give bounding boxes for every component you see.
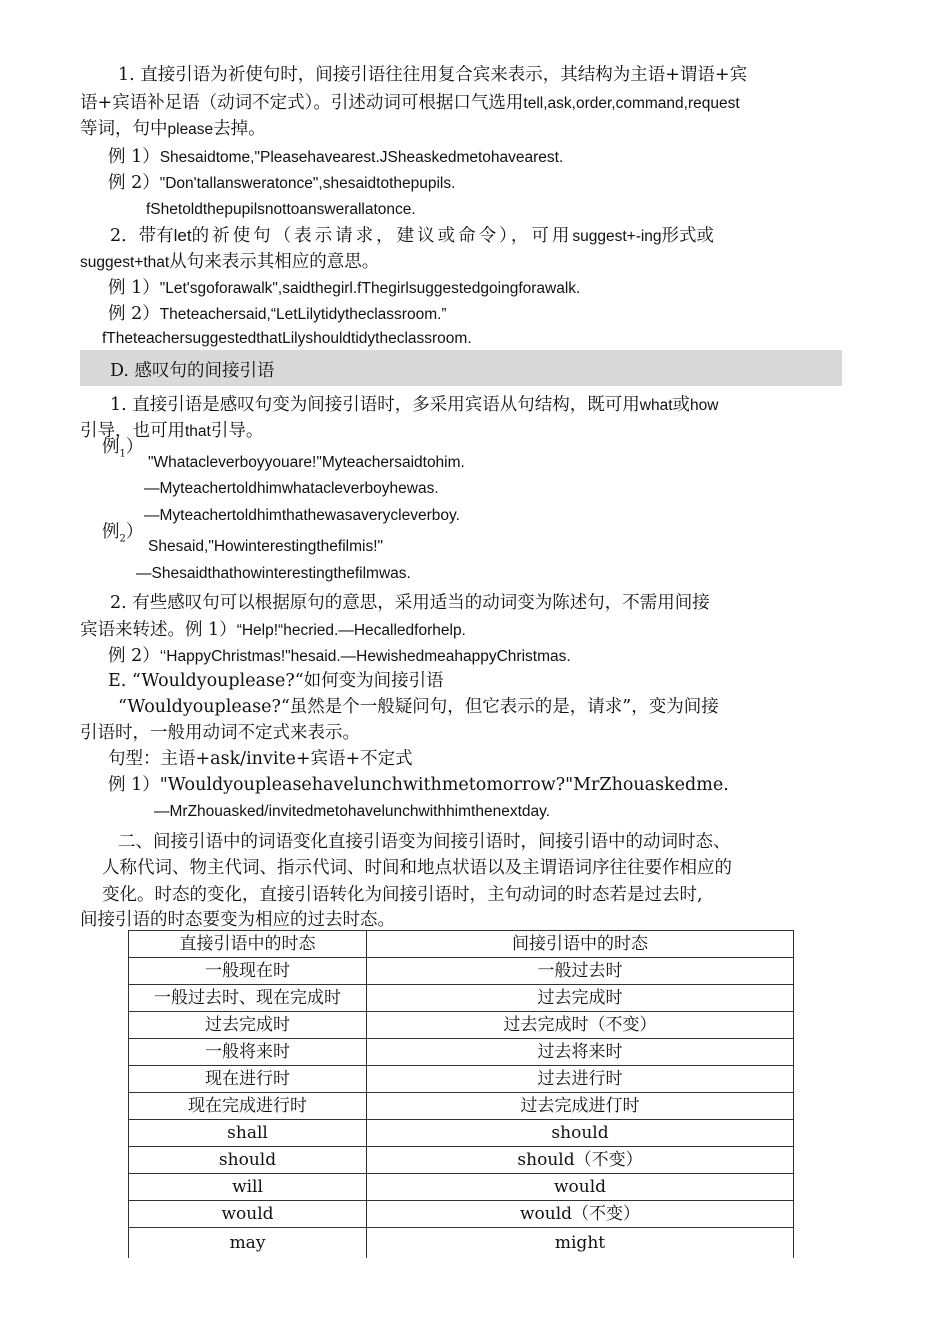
example-text: ‘‘HappyChristmas!"hesaid.—HewishedmeahappyChristmas. — [159, 648, 571, 665]
table-cell-direct: may — [129, 1228, 367, 1259]
d-example-1-text: "Whatacleverboyyouare!"Myteachersaidtohim. — [148, 454, 465, 471]
example-label: 例 2） — [108, 173, 160, 193]
table-header-indirect: 间接引语中的时态 — [367, 931, 794, 958]
c-example-4-result: fTheteachersuggestedthatLilyshouldtidytheclassroom. — [102, 330, 472, 347]
example-text: "Don'tallansweratonce",shesaidtothepupils. — [159, 175, 456, 192]
table-cell-indirect: 过去将来时 — [367, 1039, 794, 1066]
example-label: 例 1） — [108, 278, 160, 298]
c-example-2-result: fShetoldthepupilsnottoanswerallatonce. — [146, 201, 416, 218]
d-para1-text: 1. 直接引语是感叹句变为间接引语时，多采用宾语从句结构，既可用 — [110, 395, 640, 415]
example-text: "Wouldyoupleasehavelunchwithmetomorrow?"MrZhouaskedme. — [159, 775, 729, 795]
table-row — [129, 1066, 794, 1093]
table-cell-direct: 一般将来时 — [129, 1039, 367, 1066]
table-row — [129, 1174, 794, 1201]
d-para1-what: what — [639, 397, 673, 414]
table-cell-indirect: 一般过去时 — [367, 958, 794, 985]
table-cell-direct: 现在进行时 — [129, 1066, 367, 1093]
section-two-line4: 间接引语的时态要变为相应的过去时态。 — [80, 910, 395, 930]
c-para2-num: 2．带有 — [110, 226, 174, 246]
section-d-heading: D. 感叹句的间接引语 — [110, 361, 275, 381]
e-example-1-result: —MrZhouasked/invitedmetohavelunchwithhimthenextday. — [154, 803, 551, 820]
tense-change-table — [128, 930, 794, 1258]
table-cell-indirect: would — [367, 1174, 794, 1201]
table-row — [129, 1201, 794, 1228]
e-example-1 — [108, 774, 729, 796]
d-para1-that: that — [185, 423, 211, 440]
example-label: 例 1） — [108, 775, 160, 795]
table-row — [129, 1039, 794, 1066]
c-para1-line3-a: 等词，句中 — [80, 119, 168, 139]
section-two-line3: 变化。时态的变化，直接引语转化为间接引语时，主句动词的时态若是过去时, — [102, 885, 703, 905]
section-two-line1-rest: 直接引语变为间接引语时，间接引语中的动词时态、 — [328, 832, 731, 852]
c-para1-line3-c: 去掉。 — [213, 119, 266, 139]
d-example-2-text: Shesaid,"Howinterestingthefilmis!" — [148, 538, 383, 555]
example-label: 例 2） — [108, 646, 160, 666]
table-row — [129, 985, 794, 1012]
d-para2-line2 — [80, 619, 466, 642]
c-para2-text-b: 形式或 — [661, 226, 715, 246]
section-e-heading: E. “Wouldyouplease?“如何变为间接引语 — [108, 671, 444, 691]
c-para2-suggest-that: suggest+that — [80, 254, 170, 271]
table-cell-indirect: should — [367, 1120, 794, 1147]
c-para2-suggest-ing: suggest+-ing — [572, 228, 662, 245]
example-label: 例 — [102, 437, 120, 457]
c-para1-please: please — [167, 121, 214, 138]
table-cell-direct: 一般过去时、现在完成时 — [129, 985, 367, 1012]
table-cell-indirect: would（不变） — [367, 1201, 794, 1228]
d-para1-line1 — [110, 394, 718, 417]
table-cell-indirect: 过去完成进仃时 — [367, 1093, 794, 1120]
d-example-1-result-1: —Myteachertoldhimwhatacleverboyhewas. — [144, 480, 439, 497]
c-para2-let: let — [173, 226, 192, 245]
d-para1-how: how — [690, 397, 719, 414]
table-cell-direct: will — [129, 1174, 367, 1201]
section-two-line1 — [118, 830, 731, 853]
c-para2-line1 — [110, 225, 714, 248]
c-para1-line2 — [80, 92, 740, 115]
table-row — [129, 1093, 794, 1120]
c-para1-line1: 1. 直接引语为祈使句时，间接引语往往用复合宾来表示，其结构为主语+谓语+宾 — [118, 65, 748, 85]
c-para1-verbs: tell,ask,order,command,request — [523, 95, 740, 112]
d-example-3 — [108, 645, 571, 668]
c-example-1 — [108, 146, 563, 169]
c-example-2 — [108, 172, 455, 195]
table-row — [129, 958, 794, 985]
d-example-1-label — [102, 436, 143, 466]
d-example-2-label — [102, 521, 143, 551]
table-cell-direct: would — [129, 1201, 367, 1228]
example-paren: ） — [125, 437, 144, 457]
table-cell-direct: 一般现在时 — [129, 958, 367, 985]
section-two-title: 二、间接引语中的词语变化 — [118, 831, 328, 851]
section-two-line2: 人称代词、物主代词、指示代词、时间和地点状语以及主谓语词序往往要作相应的 — [102, 858, 732, 878]
example-number: 2 — [119, 533, 126, 545]
example-label: 例 1） — [108, 147, 160, 167]
d-para1-line2-a: 引导，也可用 — [80, 421, 185, 441]
e-pattern: 句型：主语+ask/invite+宾语+不定式 — [108, 749, 413, 769]
d-para2-line1: 2. 有些感叹句可以根据原句的意思，采用适当的动词变为陈述句，不需用间接 — [110, 593, 710, 613]
table-cell-indirect: should（不变） — [367, 1147, 794, 1174]
d-example-2-result: —Shesaidthathowinterestingthefilmwas. — [136, 565, 411, 582]
example-label: 例 — [102, 522, 120, 542]
table-row — [129, 1147, 794, 1174]
table-cell-direct: 过去完成时 — [129, 1012, 367, 1039]
c-para1-line2-cn: 语+宾语补足语（动词不定式）。引述动词可根据口气选用 — [80, 93, 524, 113]
c-para2-line2-text: 从句来表示其相应的意思。 — [169, 252, 380, 272]
c-para1-line3 — [80, 118, 266, 141]
table-cell-direct: shall — [129, 1120, 367, 1147]
example-number: 1 — [119, 448, 126, 460]
table-row — [129, 1012, 794, 1039]
table-cell-indirect: might — [367, 1228, 794, 1259]
e-para-line1: “Wouldyouplease?“虽然是个一般疑问句，但它表示的是，请求”，变为间接 — [118, 697, 719, 717]
example-text: Theteachersaid,“LetLilytidytheclassroom.” — [159, 306, 447, 323]
d-para1-or: 或 — [672, 395, 691, 415]
table-cell-indirect: 过去进行时 — [367, 1066, 794, 1093]
table-row — [129, 1228, 794, 1259]
d-example-1-result-2: —Myteachertoldhimthathewasaverycleverboy. — [144, 507, 460, 524]
d-para1-line2-c: 引导。 — [210, 421, 264, 441]
table-cell-indirect: 过去完成时 — [367, 985, 794, 1012]
c-example-3 — [108, 277, 580, 300]
example-text: "Let'sgoforawalk",saidthegirl.fThegirlsuggestedgoingforawalk. — [159, 280, 581, 297]
c-para2-text: 的祈使句（表示请求，建议或命令），可用 — [191, 226, 573, 246]
table-row — [129, 1120, 794, 1147]
section-d-heading-bar — [80, 350, 842, 386]
c-para2-line2 — [80, 251, 379, 274]
table-cell-indirect: 过去完成时（不变） — [367, 1012, 794, 1039]
table-cell-direct: 现在完成进行时 — [129, 1093, 367, 1120]
example-label: 例 2） — [108, 304, 160, 324]
e-para-line2: 引语时，一般用动词不定式来表示。 — [80, 723, 360, 743]
table-cell-direct: should — [129, 1147, 367, 1174]
table-header-row — [129, 931, 794, 958]
tense-table-body — [129, 931, 794, 1259]
c-example-4 — [108, 303, 447, 326]
example-paren: ） — [125, 522, 144, 542]
table-header-direct: 直接引语中的时态 — [129, 931, 367, 958]
example-text: Shesaidtome,"Pleasehavearest.JSheaskedmetohavearest. — [159, 149, 564, 166]
d-para2-example: “Help!“hecried.—Hecalledforhelp. — [236, 622, 466, 639]
d-para2-line2-cn: 宾语来转述。例 1） — [80, 620, 237, 640]
